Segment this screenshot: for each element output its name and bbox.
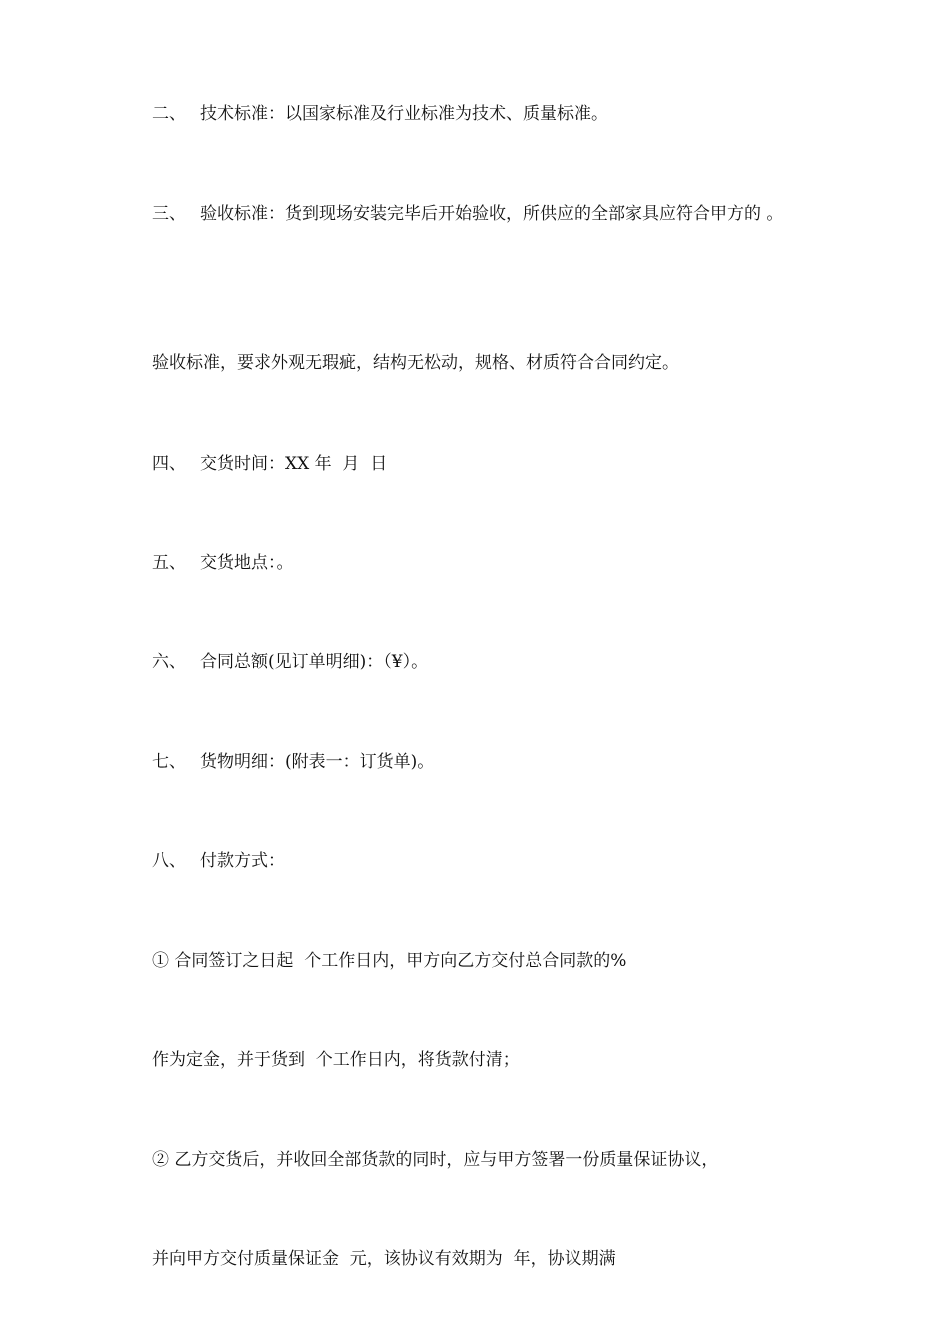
clause-payment-method <box>152 849 285 873</box>
acceptance-detail-paragraph <box>152 351 679 375</box>
payment-item-1 <box>152 949 626 973</box>
clause-text: 合同总额(见订单明细)：（¥）。 <box>200 652 429 672</box>
clause-number: 三、 <box>152 204 186 224</box>
clause-number: 六、 <box>152 652 186 672</box>
clause-technical-standard <box>152 102 608 126</box>
clause-number: 八、 <box>152 851 186 871</box>
clause-delivery-time <box>152 452 387 476</box>
clause-text: 交货时间：XX 年 月 日 <box>200 454 388 474</box>
clause-acceptance-standard <box>152 202 783 226</box>
paragraph-text: ② 乙方交货后，并收回全部货款的同时，应与甲方签署一份质量保证协议， <box>152 1150 719 1170</box>
paragraph-text: 验收标准，要求外观无瑕疵，结构无松动，规格、材质符合合同约定。 <box>152 353 679 373</box>
clause-text: 验收标准：货到现场安装完毕后开始验收，所供应的全部家具应符合甲方的 。 <box>200 204 784 224</box>
clause-number: 七、 <box>152 752 186 772</box>
clause-number: 四、 <box>152 454 186 474</box>
clause-goods-detail <box>152 750 434 774</box>
clause-contract-total <box>152 650 428 674</box>
payment-item-2 <box>152 1148 718 1172</box>
clause-text: 技术标准：以国家标准及行业标准为技术、质量标准。 <box>200 104 608 124</box>
clause-text: 货物明细：(附表一：订货单)。 <box>200 752 435 772</box>
clause-number: 五、 <box>152 553 186 573</box>
paragraph-text: 并向甲方交付质量保证金 元，该协议有效期为 年，协议期满 <box>152 1249 616 1269</box>
payment-item-2-continued <box>152 1247 616 1271</box>
paragraph-text: 作为定金，并于货到 个工作日内，将货款付清； <box>152 1050 520 1070</box>
paragraph-text: ① 合同签订之日起 个工作日内，甲方向乙方交付总合同款的% <box>152 951 627 971</box>
clause-text: 交货地点：。 <box>200 553 294 573</box>
clause-text: 付款方式： <box>200 851 285 871</box>
clause-number: 二、 <box>152 104 186 124</box>
payment-item-1-continued <box>152 1048 520 1072</box>
clause-delivery-location <box>152 551 294 575</box>
